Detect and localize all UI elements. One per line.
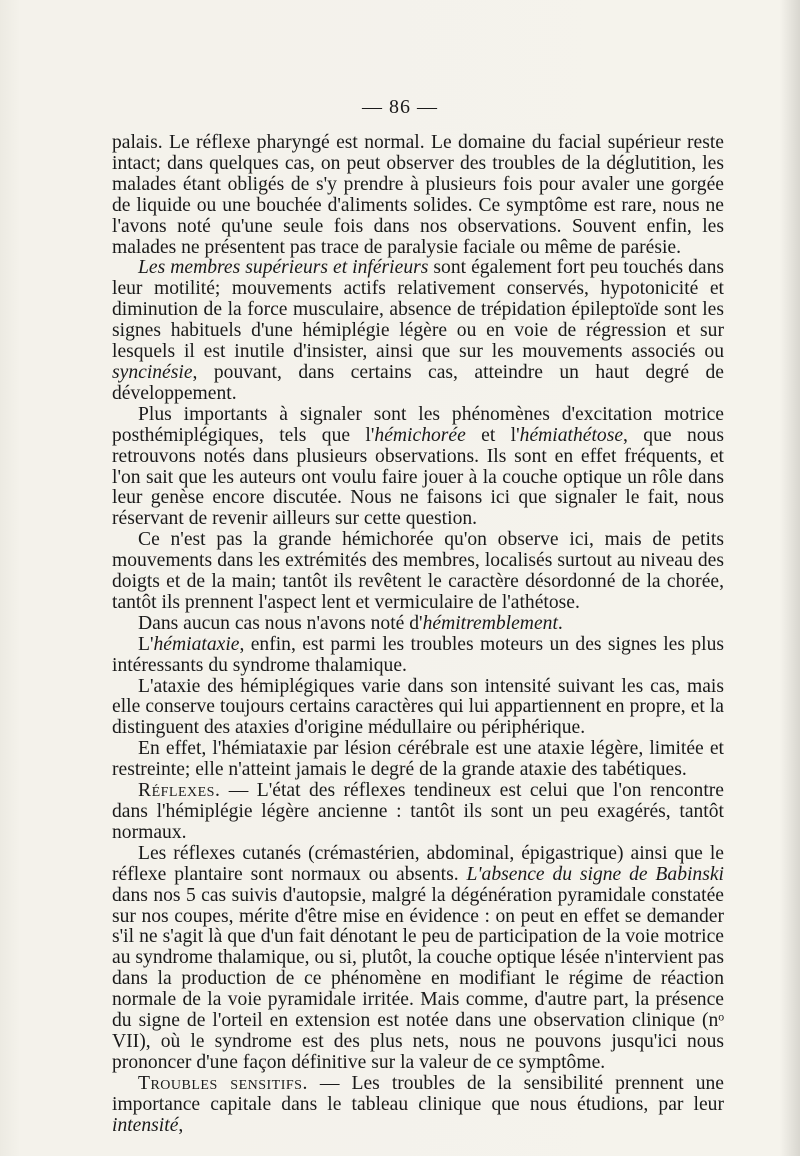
text-run: , (178, 1114, 184, 1136)
paragraph (112, 781, 724, 844)
italic-text: hémiathétose (519, 424, 624, 446)
italic-text: intensité (112, 1114, 179, 1136)
paragraph (112, 844, 724, 1074)
text-run: En effet, l'hémiataxie par lésion cérébrale est une ataxie légère, limitée et restreinte; elle n'atteint jamais le degré de la grande ataxie des tabétiques. (112, 738, 724, 781)
paragraph (112, 739, 724, 781)
paragraph (112, 405, 724, 530)
paragraph (112, 635, 724, 677)
text-run: Plus importants à signaler sont les phénomènes d'excitation motrice posthémiplégiques, tels que l' (112, 403, 724, 446)
text-run: , enfin, est parmi les troubles moteurs un des signes les plus intéressants du syndrome thalamique. (112, 633, 724, 676)
text-run: Ce n'est pas la grande hémichorée qu'on observe ici, mais de petits mouvements dans les extrémités des membres, localisés surtout au niveau des doigts et de la main; tantôt ils revêtent le caractère désordonné de la chorée, tantôt ils prennent l'aspect lent et vermiculaire de l'athétose. (112, 529, 724, 613)
italic-text: hémichorée (374, 424, 466, 446)
text-run: , que nous retrouvons notés dans plusieurs observations. Ils sont en effet fréquents, et l'on sait que les auteurs ont voulu faire jouer à la couche optique un rôle dans leur genèse encore discutée. Nous ne faisons ici que signaler le fait, nous réservant de revenir ailleurs sur cette question. (112, 424, 724, 530)
italic-text: syncinésie (112, 361, 193, 383)
text-run: , pouvant, dans certains cas, atteindre un haut degré de développement. (112, 361, 724, 404)
paragraph (112, 258, 724, 404)
italic-text: Les membres supérieurs et inférieurs (138, 257, 429, 279)
section-heading: Troubles sensitifs. (138, 1072, 308, 1094)
italic-text: L'absence du signe de Babinski (466, 863, 724, 885)
text-run: dans nos 5 cas suivis d'autopsie, malgré la dégénération pyramidale constatée sur nos coupes, mérite d'être mise en évidence : on peut en effet se demander s'il ne s'agit là que d'un fait dénotant le peu de participation de la voie motrice au syndrome thalamique, ou si, plutôt, la couche optique lésée n'intervient pas dans la production de ce phénomène en modifiant le régime de réaction normale de la voie pyramidale irritée. Mais comme, d'autre part, la présence du signe de l'orteil en extension est notée dans une observation clinique (nᵒ VII), où le syndrome est des plus nets, nous ne pouvons jusqu'ici nous prononcer d'une façon définitive sur la valeur de ce symptôme. (112, 884, 724, 1073)
text-run: et l' (465, 424, 520, 446)
text-run: Les réflexes cutanés (crémastérien, abdominal, épigastrique) ainsi que le réflexe plantaire sont normaux ou absents. (112, 842, 724, 885)
text-run: palais. Le réflexe pharyngé est normal. Le domaine du facial supérieur reste intact; dans quelques cas, on peut observer des troubles de la déglutition, les malades étant obligés de s'y prendre à plusieurs fois pour avaler une gorgée de liquide ou une bouchée d'aliments solides. Ce symptôme est rare, nous ne l'avons noté qu'une seule fois dans nos observations. Souvent enfin, les malades ne présentent pas trace de paralysie faciale ou même de parésie. (112, 132, 724, 258)
italic-text: hémitremblement (422, 612, 558, 634)
text-run: — Les troubles de la sensibilité prennent une importance capitale dans le tableau clinique que nous étudions, par leur (112, 1072, 724, 1115)
section-heading: Réflexes. (138, 780, 221, 802)
paragraph (112, 133, 724, 258)
text-run: L' (138, 633, 154, 655)
paragraph (112, 1074, 724, 1137)
page-number: — 86 — (362, 96, 438, 118)
text-run: L'ataxie des hémiplégiques varie dans son intensité suivant les cas, mais elle conserve toujours certains caractères qui lui appartiennent en propre, et la distinguent des ataxies d'origine médullaire ou périphérique. (112, 675, 724, 739)
text-run: sont également fort peu touchés dans leur motilité; mouvements actifs relativement conservés, hypotonicité et diminution de la force musculaire, absence de trépidation épileptoïde sont les signes habituels d'une hémiplégie légère ou en voie de régression et sur lesquels il est inutile d'insister, ainsi que sur les mouvements associés ou (112, 257, 724, 363)
italic-text: hémiataxie (153, 633, 240, 655)
paragraph (112, 614, 724, 635)
paragraph (112, 530, 724, 614)
body-text (112, 133, 724, 1137)
paragraph (112, 677, 724, 740)
text-run: . (557, 612, 563, 634)
text-run: — L'état des réflexes tendineux est celui que l'on rencontre dans l'hémiplégie légère ancienne : tantôt ils sont un peu exagérés, tantôt normaux. (112, 780, 724, 843)
text-run: Dans aucun cas nous n'avons noté d' (138, 612, 423, 634)
